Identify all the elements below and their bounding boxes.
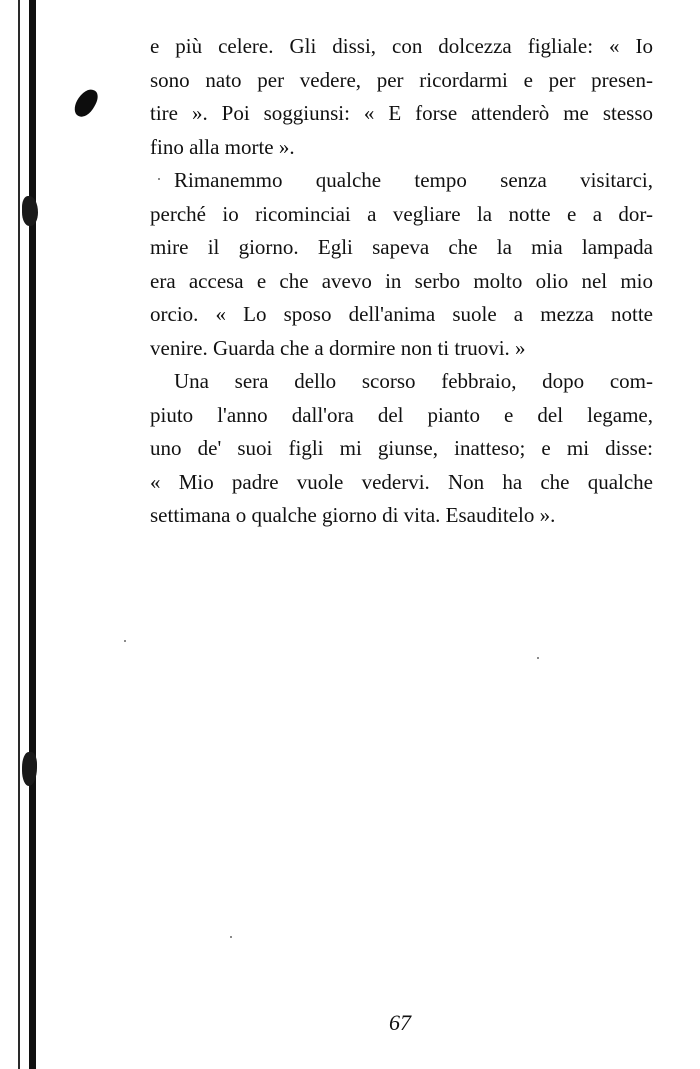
paper-speck: [537, 657, 539, 659]
text-line: era accesa e che avevo in serbo molto olio nel mio: [150, 268, 653, 293]
text-line: venire. Guarda che a dormire non ti truovi. »: [150, 335, 526, 360]
text-line: sono nato per vedere, per ricordarmi e per presen-: [150, 67, 653, 92]
text-line: tire ». Poi soggiunsi: « E forse attenderò me stesso: [150, 101, 653, 125]
paper-speck: [124, 640, 126, 642]
text-line: e più celere. Gli dissi, con dolcezza figliale: « Io: [150, 34, 653, 58]
text-line: « Mio padre vuole vedervi. Non ha che qualche: [150, 469, 653, 494]
paper-speck: [230, 936, 232, 938]
ink-blot: [71, 86, 101, 121]
text-line: mire il giorno. Egli sapeva che la mia lampada: [150, 235, 653, 259]
binding-edge: [29, 0, 36, 1069]
text-line: uno de' suoi figli mi giunse, inatteso; e mi disse:: [150, 436, 653, 460]
binding-edge-outer: [18, 0, 20, 1069]
text-line: orcio. « Lo sposo dell'anima suole a mezza notte: [150, 302, 653, 326]
page-number: 67: [389, 1010, 411, 1035]
body-text: [150, 30, 653, 533]
text-line: Rimanemmo qualche tempo senza visitarci,: [174, 168, 653, 192]
text-line: settimana o qualche giorno di vita. Esauditelo ».: [150, 503, 556, 527]
binding-thread-knot: [22, 196, 38, 226]
text-line: Una sera dello scorso febbraio, dopo com-: [174, 369, 653, 393]
text-line: fino alla morte ».: [150, 134, 295, 159]
text-line: perché io ricominciai a vegliare la notte e a dor-: [150, 201, 653, 226]
text-line: piuto l'anno dall'ora del pianto e del legame,: [150, 402, 653, 427]
